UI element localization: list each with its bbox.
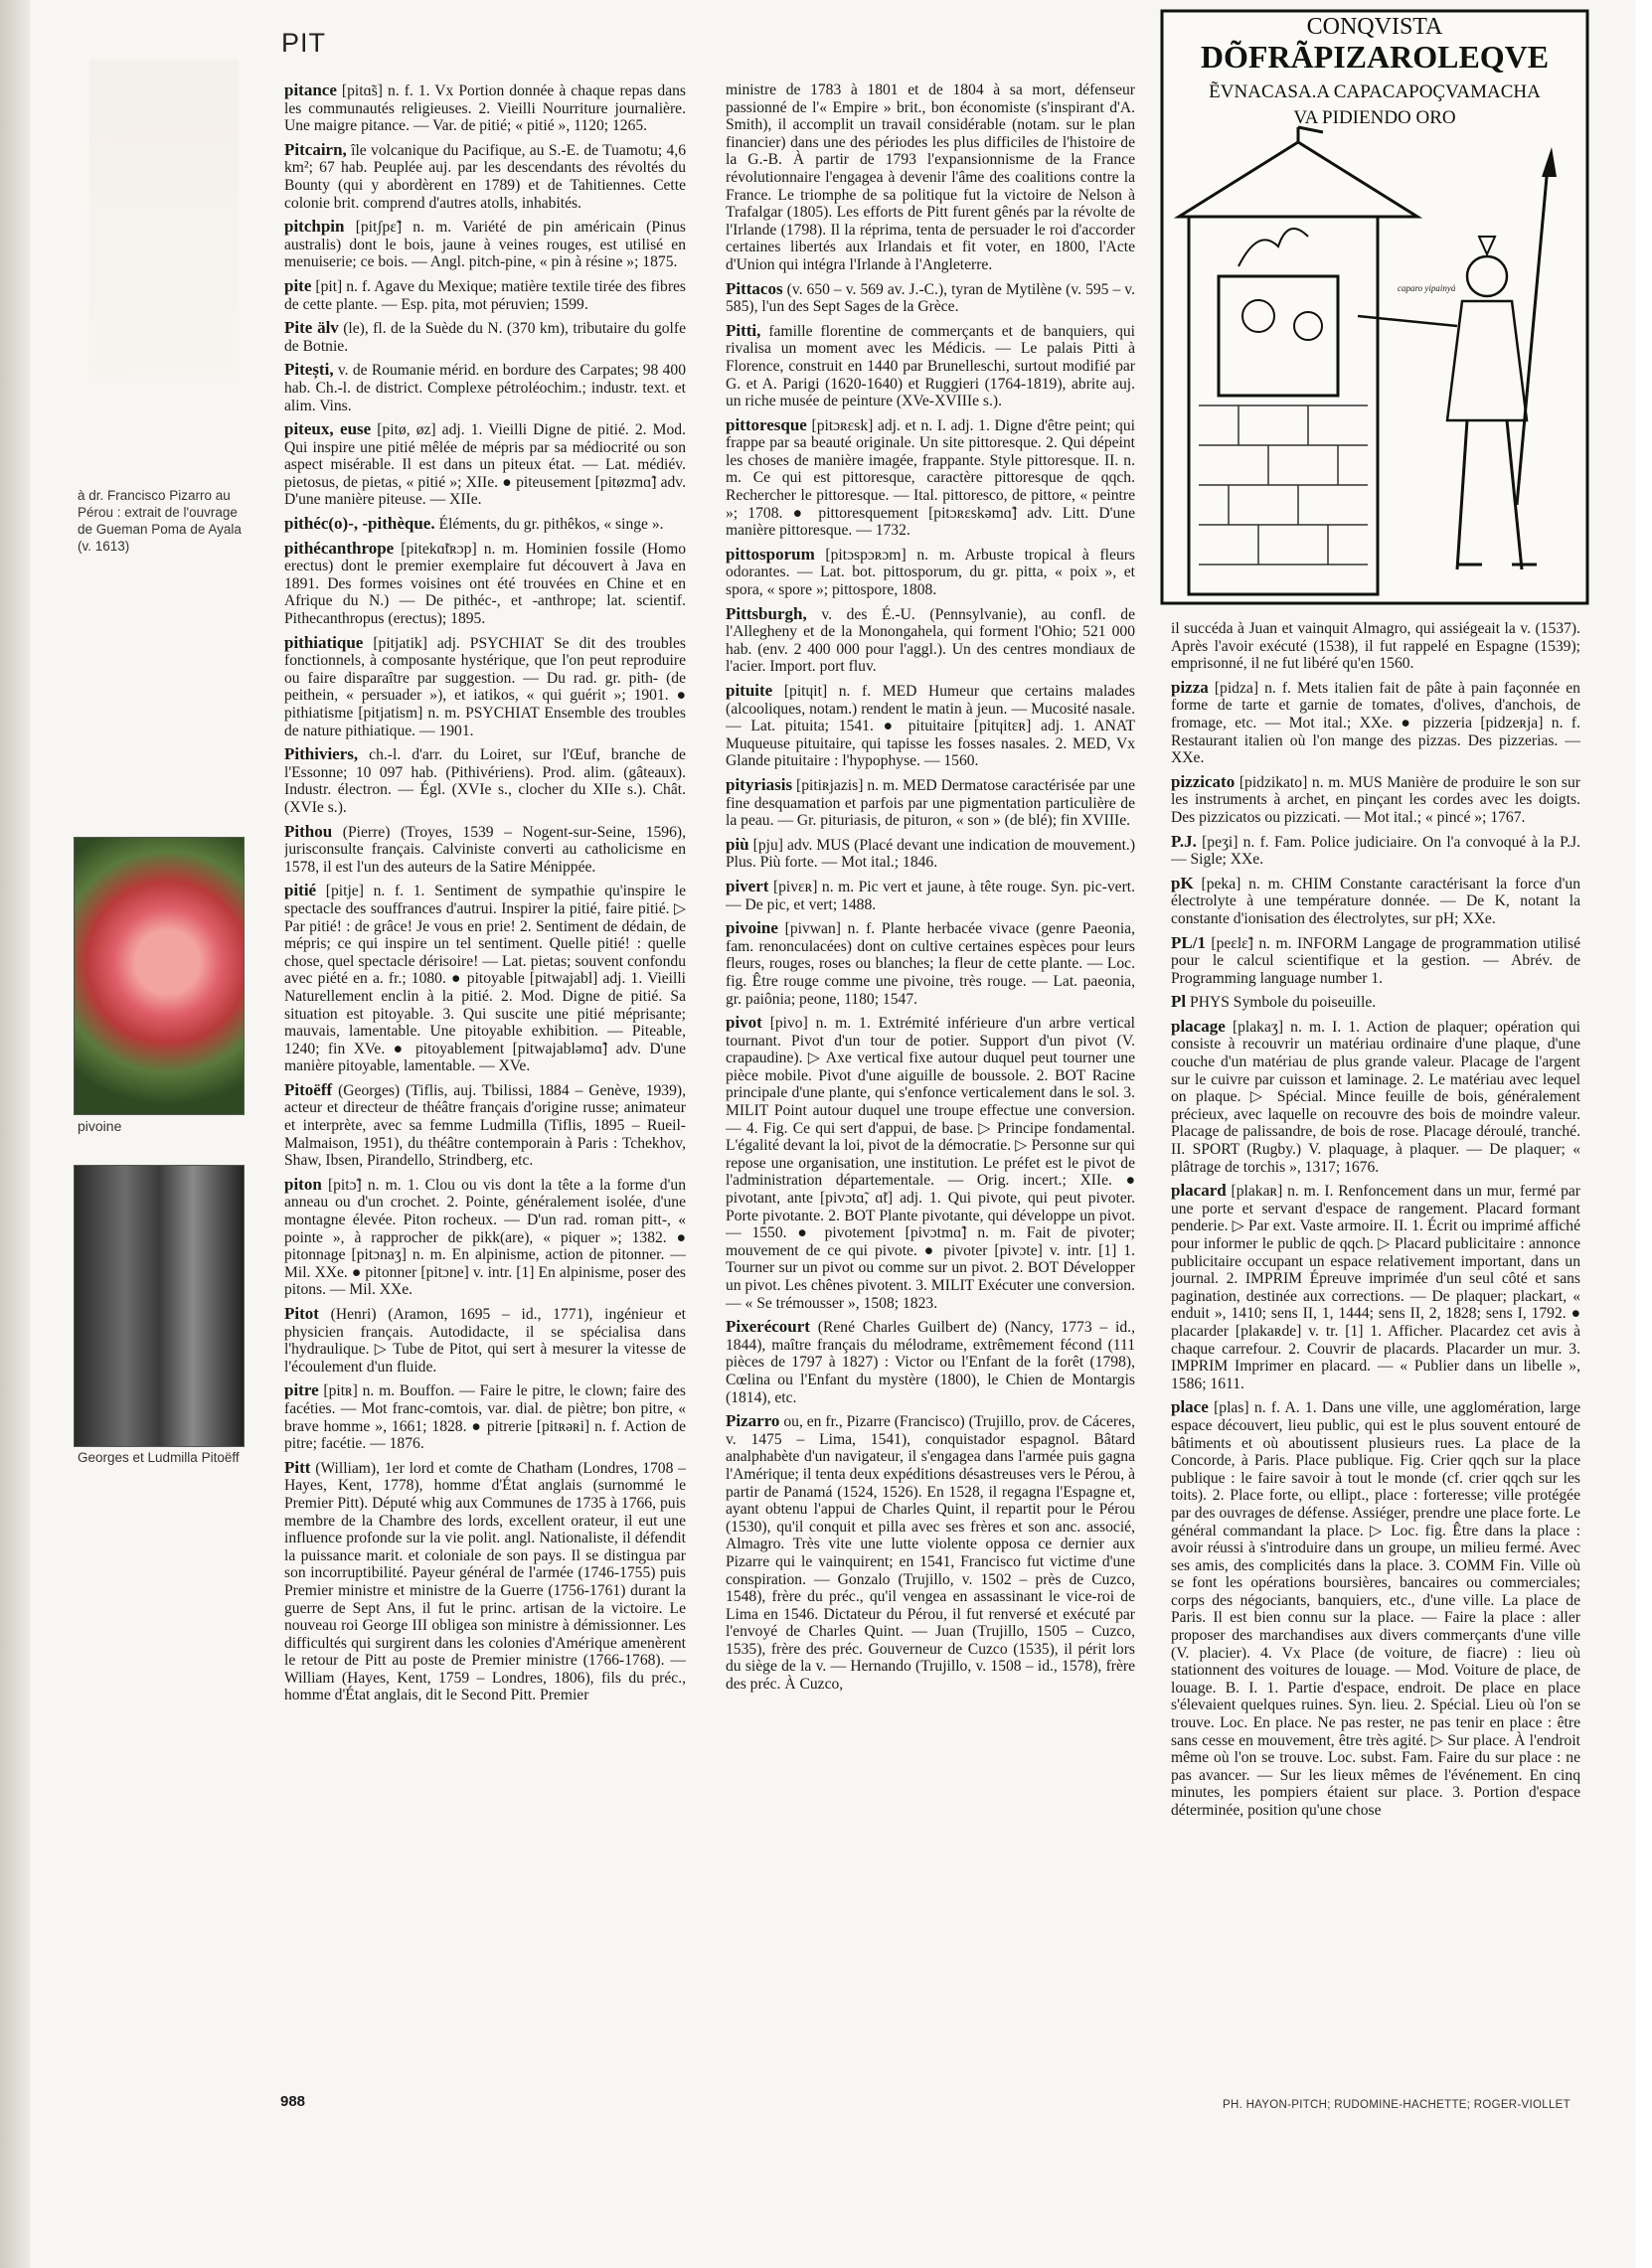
dictionary-entry [284, 540, 686, 628]
caption-pizarro: à dr. Francisco Pizarro au Pérou : extrait de l'ouvrage de Gueman Poma de Ayala (v. 1613) [78, 488, 242, 554]
woodcut-title-line2: DÕFRÃPIZAROLEQVE [1200, 39, 1550, 75]
dictionary-entry [284, 361, 686, 414]
entry-headword: piteux, euse [284, 419, 372, 439]
caption-pitoeff: Georges et Ludmilla Pitoëff [78, 1450, 240, 1465]
entry-headword: Pittsburgh, [726, 603, 807, 623]
guide-word: PIT [281, 28, 327, 58]
entry-definition: [pitɔʀɛsk] adj. et n. I. adj. 1. Digne d'être peint; qui frappe par sa beauté originale. Un site pittoresque. 2. Qui dépeint les choses de manière imagée, frappante. Style pittoresque. II. n. m. Ce qui est pittoresque, caractère pittoresque de qqch. Rechercher le pittoresque. — Ital. pittoresco, de pittore, « peintre »; 1708. ● pittoresquement [pitɔʀɛskəmɑ̃] adv. Litt. D'une manière pittoresque. — 1732. [726, 416, 1135, 540]
dictionary-entry [1171, 620, 1580, 673]
pizarro-woodcut [1159, 8, 1590, 606]
entry-definition: famille florentine de commerçants et de banquiers, qui rivalisa un moment avec les Médicis. — Le palais Pitti à Florence, construit en 1440 par Brunelleschi, surtout modifié par G. et A. Parigi (1620-1640) et Ruggieri (1764-1819), abrite auj. un riche musée de peinture (XVe-XVIIIe s.). [726, 322, 1135, 410]
column-3 [1171, 620, 1580, 2081]
entry-headword: più [726, 834, 749, 854]
entry-definition: v. des É.-U. (Pennsylvanie), au confl. de l'Allegheny et de la Monongahela, qui forment l'Ohio; 521 000 hab. (env. 2 400 000 pour l'aggl.). Un des centres mondiaux de l'acier. Import. port fluv. [726, 605, 1135, 676]
entry-definition: v. de Roumanie mérid. en bordure des Carpates; 98 400 hab. Ch.-l. de district. Complexe pétroléochim.; industr. text. et alim. Vins. [284, 362, 686, 414]
entry-definition: [pidzikato] n. m. MUS Manière de produire le son sur les instruments à archet, en pinçant les cordes avec les doigts. Des pizzicatos ou pizzicati. — Mot ital.; « pincé »; 1767. [1171, 773, 1580, 826]
entry-definition: ou, en fr., Pizarre (Francisco) (Trujillo, prov. de Cáceres, v. 1475 – Lima, 1541), conquistador espagnol. Bâtard analphabète d'un navigateur, il s'engagea dans l'armée puis gagna l'Amérique; il tenta deux expéditions désastreuses vers le Pérou, à partir de Panamá (1524, 1526). En 1528, il regagna l'Espagne et, ayant obtenu l'appui de Charles Quint, il repartit pour le Pérou (1530), qu'il conquit et pilla avec ses frères et son anc. associé, Almagro. Très vite une lutte violente opposa ce dernier aux Pizarre qui le vainquirent; en 1541, Francisco fut victime d'une conspiration. — Gonzalo (Trujillo, v. 1502 – près de Cuzco, 1548), frère du préc., qu'il vengea en assassinant le vice-roi de Lima en 1546. Dictateur du Pérou, il fut renversé et exécuté par l'envoyé de Charles Quint. — Juan (Trujillo, 1505 – Cuzco, 1535), frère des préc. Gouverneur de Cuzco (1535), il périt lors du siège de la v. — Hernando (Trujillo, v. 1508 – id., 1578), frère des préc. À Cuzco, [726, 1413, 1135, 1694]
page-number: 988 [280, 2093, 306, 2110]
dictionary-entry [1171, 875, 1580, 928]
entry-definition: [peʒi] n. f. Fam. Police judiciaire. On l'a convoqué à la P.J. — Sigle; XXe. [1171, 833, 1580, 869]
dictionary-entry [284, 882, 686, 1075]
entry-definition: [plakaʀ] n. m. I. Renfoncement dans un mur, fermé par une porte et servant d'espace de rangement. Placard formant penderie. ▷ Par ext. Vaste armoire. II. 1. Écrit ou imprimé affiché pour informer le public de qqch. ▷ Placard publicitaire : annonce publicitaire occupant un espace relativement important, dans un journal. 2. IMPRIM Épreuve imprimée d'un seul côté et sans pagination, destinée aux corrections. — De plaquer; plackart, « enduit », 1410; sens II, 1, 1444; sens II, 2, 1828; sens I, 1792. ● placarder [plakaʀde] v. tr. [1] 1. Afficher. Placardez cet avis à chaque carrefour. 2. Couvrir de placards. Placarder un mur. 3. IMPRIM Imprimer en placard. — « Publier dans un libelle », 1586; 1611. [1171, 1183, 1580, 1392]
dictionary-entry [726, 1318, 1135, 1406]
entry-definition: ministre de 1783 à 1801 et de 1804 à sa mort, défenseur passionné de l'« Empire » brit., bon économiste (s'inspirant d'A. Smith), il accomplit un travail considérable (notam. sur le plan financier) dans une des périodes les plus difficiles de l'histoire de la G.-B. À partir de 1793 l'expansionnisme de la France révolutionnaire l'engagea à devenir l'âme des coalitions contre la France. Le triomphe de sa politique fut la victoire de Nelson à Trafalgar (1805). Les efforts de Pitt furent gênés par la révolte de l'Irlande (1798). Il la réprima, tenta de persuader le roi d'accorder certaines libertés aux Irlandais et fit voter, en 1800, l'Acte d'Union qui intégra l'Irlande à l'Angleterre. [726, 81, 1135, 273]
entry-headword: PL/1 [1171, 932, 1206, 952]
entry-headword: pitre [284, 1380, 319, 1400]
dictionary-entry [726, 836, 1135, 872]
dictionary-entry [284, 420, 686, 509]
entry-headword: Pitoëff [284, 1079, 333, 1099]
entry-definition: [pitʀ] n. m. Bouffon. — Faire le pitre, le clown; faire des facéties. — Mot franc-comtois, var. dial. de piètre; bon pitre, « brave homme », 1661; 1828. ● pitrerie [pitʀəʀi] n. f. Action de pitre; facétie. — 1876. [284, 1382, 686, 1453]
page-edge-shadow [0, 0, 32, 2268]
woodcut-title-line3: ẼVNACASA.A CAPACAPOÇVAMACHA [1209, 81, 1541, 102]
entry-definition: [peka] n. m. CHIM Constante caractérisant la force d'un électrolyte à une température donnée. — De K, notant la constante d'ionisation des électrolytes, sur pH; XXe. [1171, 875, 1580, 927]
entry-definition: [pitɑ̃s] n. f. 1. Vx Portion donnée à chaque repas dans les communautés religieuses. 2. Vieilli Nourriture journalière. Une maigre pitance. — Var. de pitié; « pitié », 1120; 1265. [284, 82, 686, 135]
entry-headword: placage [1171, 1016, 1226, 1036]
entry-headword: pittoresque [726, 414, 807, 434]
dictionary-entry [1171, 773, 1580, 827]
entry-definition: [pitje] n. f. 1. Sentiment de sympathie qu'inspire le spectacle des souffrances d'autrui. Inspirer la pitié, faire pitié. ▷ Par pitié! : de grâce! Je vous en prie! 2. Sentiment de dédain, de mépris; ce qui inspire un tel sentiment. Quelle pitié! : quelle chose, quel spectacle dérisoire! — Lat. pietas; souvent confondu avec piété en a. fr.; 1080. ● pitoyable [pitwajabl] adj. 1. Vieilli Naturellement enclin à la pitié. 2. Mod. Digne de pitié. Sa situation est pitoyable. 3. Qui suscite une pitié méprisante; mauvais, lamentable. Une pitoyable exhibition. — Piteable, 1240; fin XVe. ● pitoyablement [pitwajabləmɑ̃] adv. D'une manière pitoyable, lamentable. — XVe. [284, 883, 686, 1075]
entry-headword: Pitt [284, 1457, 311, 1477]
entry-definition: [plakaʒ] n. m. I. 1. Action de plaquer; opération qui consiste à recouvrir un matériau ordinaire d'une plaque, d'une couche d'un matériau de plus grande valeur. Placage de l'argent sur le cuivre par cuisson et laminage. 2. Le matériau avec lequel on plaque. ▷ Spécial. Mince feuille de bois, généralement précieux, avec laquelle on recouvre des bois de moindre valeur. Placage de palissandre, de bois de rose. Placage déroulé, tranché. II. SPORT (Rugby.) V. plaquage, à plaquer. — De plaquer; « plâtrage de torchis », 1317; 1676. [1171, 1018, 1580, 1176]
woodcut-title-line4: VA PIDIENDO ORO [1293, 107, 1456, 128]
entry-headword: pityriasis [726, 774, 793, 794]
entry-definition: (le), fl. de la Suède du N. (370 km), tributaire du golfe de Botnie. [284, 320, 686, 355]
entry-definition: [pivwan] n. f. Plante herbacée vivace (genre Paeonia, fam. renonculacées) dont on cultive certaines espèces pour leurs fleurs, rouges, roses ou blanches; la fleur de cette plante. — Loc. fig. Être rouge comme une pivoine, très rouge. — Lat. paeonia, gr. paiônia; peone, 1180; 1547. [726, 920, 1135, 1008]
dictionary-entry [1171, 1398, 1580, 1819]
entry-headword: Pitti, [726, 320, 761, 340]
entry-headword: pite [284, 275, 312, 295]
entry-definition: (v. 650 – v. 569 av. J.-C.), tyran de Mytilène (v. 595 – v. 585), l'un des Sept Sages de la Grèce. [726, 280, 1135, 316]
dictionary-entry [1171, 934, 1580, 988]
entry-headword: pitchpin [284, 217, 345, 237]
dictionary-entry [726, 81, 1135, 274]
dictionary-entry [284, 823, 686, 877]
entry-definition: île volcanique du Pacifique, au S.-E. de Tuamotu; 4,6 km²; 67 hab. Peuplée auj. par les descendants des révoltés du Bounty (qui y abordèrent en 1789) et de Tahitiennes. Cette colonie brit. comprend d'autres atolls, inhabités. [284, 141, 686, 212]
entry-headword: pithécanthrope [284, 538, 395, 558]
caption-pivoine: pivoine [78, 1118, 122, 1134]
entry-headword: pitance [284, 81, 337, 99]
dictionary-entry [284, 1305, 686, 1376]
dictionary-entry [726, 776, 1135, 830]
entry-definition: [plas] n. f. A. 1. Dans une ville, une agglomération, large espace découvert, lieu public, qui est le plus souvent entouré de bâtiments et où aboutissent plusieurs rues. La place de la Concorde, à Paris. Place publique. Fig. Crier qqch sur la place publique : le faire savoir à tout le monde (cf. crier qqch sur les toits). 2. Place forte, ou ellipt., place : forteresse; ville protégée par des ouvrages de défense. Assiéger, prendre une place forte. Le général commandant la place. ▷ Loc. fig. Être dans la place : avoir réussi à s'introduire dans un groupe, un milieu fermé. Avec ses amis, des complicités dans la place. 3. COMM Fin. Ville où se font les opérations boursières, bancaires ou commerciales; corps des négociants, banquiers, etc., d'une ville. La place de Paris. Il est bien connu sur la place. — Faire la place : aller proposer des marchandises aux divers commerçants d'une ville (V. placier). 4. Vx Place (de voiture, de fiacre) : lieu où stationnent des voitures de louage. — Mod. Voiture de place, de louage. B. I. 1. Partie d'espace, endroit. De place en place s'élevaient quelques ruines. Syn. lieu. 2. Spécial. Lieu où l'on se trouve. Loc. En place. Ne pas rester, ne pas tenir en place : être sans cesse en mouvement, être très agité. ▷ Sur place. À l'endroit même où l'on se trouve. Loc. subst. Fam. Faire du sur place : ne pas avancer. — Sur les lieux mêmes de l'événement. En cinq minutes, les pompiers étaient sur place. 3. Portion d'espace déterminée, position qu'une chose [1171, 1399, 1580, 1819]
entry-headword: Pitești, [284, 360, 334, 380]
entry-definition: [pitiʀjazis] n. m. MED Dermatose caractérisée par une fine desquamation et parfois par une pigmentation particulière de la peau. — Gr. pituriasis, de pituron, « son » (de blé); fin XVIIIe. [726, 776, 1135, 830]
entry-headword: Pithiviers, [284, 744, 359, 764]
dictionary-entry [284, 319, 686, 355]
entry-headword: pithiatique [284, 632, 364, 652]
dictionary-entry [1171, 1018, 1580, 1176]
entry-definition: [pit] n. f. Agave du Mexique; matière textile tirée des fibres de cette plante. — Esp. pita, mot péruvien; 1599. [284, 277, 686, 313]
entry-headword: piton [284, 1174, 322, 1194]
entry-headword: Pithou [284, 821, 333, 841]
dictionary-entry [726, 416, 1135, 540]
dictionary-entry [726, 1412, 1135, 1694]
entry-definition: [pivɛʀ] n. m. Pic vert et jaune, à tête rouge. Syn. pic-vert. — De pic, et vert; 1488. [726, 878, 1135, 913]
entry-headword: pivert [726, 876, 769, 895]
dictionary-entry [726, 546, 1135, 599]
entry-definition: [pitɔspɔʀɔm] n. m. Arbuste tropical à fleurs odorantes. — Lat. bot. pittosporum, du gr. pitta, « poix », et spora, « spore »; pittospore, 1808. [726, 546, 1135, 599]
entry-definition: PHYS Symbole du poiseuille. [1190, 994, 1377, 1012]
dictionary-entry [284, 1381, 686, 1452]
entry-definition: [pitɥit] n. f. MED Humeur que certains malades (alcooliques, notam.) rendent le matin à jeun. — Mucosité nasale. — Lat. pituita; 1541. ● pituitaire [pitɥitɛʀ] adj. 1. ANAT Muqueuse pituitaire, qui tapisse les fosses nasales. 2. MED, Vx Glande pituitaire : l'hypophyse. — 1560. [726, 683, 1135, 770]
dictionary-entry [726, 1014, 1135, 1312]
dictionary-entry [284, 745, 686, 816]
dictionary-entry [726, 682, 1135, 770]
entry-headword: pivoine [726, 918, 778, 938]
entry-headword: pithéc(o)-, -pithèque. [284, 514, 435, 534]
woodcut-title-line1: CONQVISTA [1306, 14, 1443, 40]
entry-definition: (Pierre) (Troyes, 1539 – Nogent-sur-Seine, 1596), jurisconsulte français. Calviniste converti au catholicisme en 1578, il est l'un des auteurs de la Satire Ménippée. [284, 823, 686, 876]
entry-definition: [peɛlɛ̃] n. m. INFORM Langage de programmation utilisé pour le calcul scientifique et la gestion. — Abrév. de Programming language number 1. [1171, 934, 1580, 987]
entry-headword: Pl [1171, 992, 1187, 1012]
dictionary-entry [284, 515, 686, 534]
dictionary-entry [1171, 993, 1580, 1012]
dictionary-entry [1171, 679, 1580, 767]
entry-headword: pK [1171, 873, 1194, 892]
entry-headword: pivot [726, 1013, 762, 1033]
dictionary-entry [284, 1459, 686, 1704]
dictionary-entry [726, 322, 1135, 410]
dictionary-entry [284, 1081, 686, 1170]
entry-headword: pizzicato [1171, 771, 1236, 791]
entry-headword: placard [1171, 1181, 1227, 1201]
entry-headword: pituite [726, 681, 773, 700]
entry-definition: [pitekɑ̃tʀɔp] n. m. Hominien fossile (Homo erectus) dont le premier exemplaire fut découvert à Java en 1891. Des formes voisines ont été trouvées en Chine et en Afrique du N.) — De pithéc-, et -anthrope; lat. scientif. Pithecanthropus (erectus); 1895. [284, 540, 686, 628]
entry-definition: [pitjatik] adj. PSYCHIAT Se dit des troubles fonctionnels, à composante hystérique, que l'on peut reproduire ou faire disparaître par suggestion. — Du rad. gr. pith- (de peithein, « persuader »), et iatikos, « qui guérit »; 1901. ● pithiatisme [pitjatism] n. m. PSYCHIAT Ensemble des troubles de nature pithiatique. — 1901. [284, 634, 686, 739]
entry-headword: P.J. [1171, 831, 1197, 851]
entry-definition: [pidza] n. f. Mets italien fait de pâte à pain façonnée en forme de tarte et garnie de tomates, d'olives, d'anchois, de fromage, etc. — Mot ital.; XXe. ● pizzeria [pidzeʀja] n. f. Restaurant italien où l'on mange des pizzas. Des pizzerias. — XXe. [1171, 679, 1580, 767]
entry-definition: [pitɔ̃] n. m. 1. Clou ou vis dont la tête a la forme d'un anneau ou d'un crochet. 2. Pointe, généralement isolée, d'une montagne élevée. Piton rocheux. — D'un rad. roman pitt-, « pointe », à rapprocher de pikk(are), « piquer »; 1382. ● pitonnage [pitɔnaʒ] n. m. En alpinisme, action de pitonner. — Mil. XXe. ● pitonner [pitɔne] v. intr. [1] En alpinisme, poser des pitons. — Mil. XXe. [284, 1176, 686, 1299]
column-1 [284, 81, 686, 2099]
entry-headword: pittosporum [726, 544, 815, 564]
dictionary-entry [1171, 1182, 1580, 1392]
entry-definition: Éléments, du gr. pithêkos, « singe ». [438, 516, 664, 534]
entry-headword: place [1171, 1397, 1209, 1417]
entry-headword: Pite älv [284, 318, 339, 338]
entry-headword: pitié [284, 881, 317, 900]
entry-headword: Pittacos [726, 278, 783, 298]
entry-headword: Pixerécourt [726, 1317, 810, 1337]
entry-definition: [pju] adv. MUS (Placé devant une indication de mouvement.) Plus. Più forte. — Mot ital.; 1846. [726, 836, 1135, 872]
entry-definition: [pitʃpɛ̃] n. m. Variété de pin américain (Pinus australis) dont le bois, jaune à veines rouges, est utilisé en menuiserie; ce bois. — Angl. pitch-pine, « pin à résine »; 1875. [284, 219, 686, 271]
bleed-through-ghost [89, 60, 239, 378]
entry-definition: (Georges) (Tiflis, auj. Tbilissi, 1884 – Genève, 1939), acteur et directeur de théâtre français d'origine russe; animateur et interprète, avec sa femme Ludmilla (Tiflis, 1895 – Rueil-Malmaison, 1951), du théâtre contemporain à Paris : Tchekhov, Shaw, Ibsen, Pirandello, Strindberg, etc. [284, 1081, 686, 1170]
entry-headword: Pitcairn, [284, 139, 347, 159]
entry-headword: Pitot [284, 1304, 319, 1323]
entry-definition: ch.-l. d'arr. du Loiret, sur l'Œuf, branche de l'Essonne; 10 097 hab. (Pithivériens). Prod. alim. (gâteaux). Industr. électron. — Égl. (XVIe s., clocher du XIIe s.). Chât. (XVIe s.). [284, 746, 686, 816]
entry-definition: [pivo] n. m. 1. Extrémité inférieure d'un arbre vertical tournant. Pivot d'un tour de potier. Support d'un pivot (V. crapaudine). ▷ Axe vertical fixe autour duquel peut tourner une pièce mobile. Pivot d'une aiguille de boussole. 2. BOT Racine principale d'une plante, qui s'enfonce verticalement dans le sol. 3. MILIT Point autour duquel une troupe effectue une conversion. — 4. Fig. Ce qui sert d'appui, de base. ▷ Principe fondamental. L'égalité devant la loi, pivot de la démocratie. ▷ Personne sur qui repose une organisation, une institution. Le préfet est le pivot de l'administration départementale. — Orig. incert.; XIIe. ● pivotant, ante [pivɔtɑ̃, ɑ̃t] adj. 1. Qui pivote, qui peut pivoter. Porte pivotante. 2. BOT Plante pivotante, qui développe un pivot. — 1550. ● pivotement [pivɔtmɑ̃] n. m. Fait de pivoter; mouvement de ce qui pivote. ● pivoter [pivɔte] v. intr. [1] 1. Tourner sur un pivot ou comme sur un pivot. 2. BOT Développer un pivot. Les chênes pivotent. 3. MILIT Exécuter une conversion. — « Se trémousser », 1508; 1823. [726, 1015, 1135, 1312]
dictionary-entry [284, 81, 686, 135]
dictionary-entry [726, 605, 1135, 676]
entry-headword: Pizarro [726, 1411, 780, 1431]
dictionary-entry [284, 1176, 686, 1299]
column-2 [726, 81, 1135, 2099]
dictionary-entry [726, 919, 1135, 1008]
pivoine-photo [74, 837, 245, 1115]
dictionary-entry [284, 277, 686, 313]
entry-definition: [pitø, øz] adj. 1. Vieilli Digne de pitié. 2. Mod. Qui inspire une pitié mêlée de mépris par sa médiocrité ou son aspect misérable. Il est dans un piteux état. — Lat. médiév. pietosus, de pietas, « pitié »; XIIe. ● piteusement [pitøzmɑ̃] adv. D'une manière piteuse. — XIIe. [284, 421, 686, 509]
dictionary-entry [284, 218, 686, 271]
entry-definition: (René Charles Guilbert de) (Nancy, 1773 – id., 1844), maître français du mélodrame, extrêmement fécond (111 pièces de 1797 à 1827) : Victor ou l'Enfant de la forêt (1798), Cœlina ou l'Enfant du mystère (1800), le Chien de Montargis (1814), etc. [726, 1319, 1135, 1406]
woodcut-caption-small: caparo yipainyá [1398, 283, 1456, 293]
dictionary-entry [726, 878, 1135, 913]
dictionary-entry [284, 141, 686, 212]
entry-definition: il succéda à Juan et vainquit Almagro, qui assiégeait la v. (1537). Après l'avoir exécuté (1538), il fut rappelé en Espagne (1539); emprisonné, il ne fut libéré qu'en 1560. [1171, 620, 1580, 673]
dictionary-entry [1171, 833, 1580, 869]
entry-headword: pizza [1171, 677, 1209, 697]
photo-credit: PH. HAYON-PITCH; RUDOMINE-HACHETTE; ROGER-VIOLLET [1223, 2099, 1570, 2111]
entry-definition: (William), 1er lord et comte de Chatham (Londres, 1708 – Hayes, Kent, 1778), homme d'État anglais (surnommé le Premier Pitt). Député whig aux Communes de 1735 à 1766, puis membre de la Chambre des lords, excellent orateur, il eut une influence profonde sur la vie polit. angl. Nationaliste, il défendit la puissance marit. et coloniale de son pays. Il se distingua par son incorruptibilité. Payeur général de l'armée (1746-1755) puis Premier ministre et ministre de la Guerre (1756-1761) durant la guerre de Sept Ans, il fut le princ. artisan de la victoire. Le nouveau roi George III obligea son ministre à démissionner. Les difficultés qui surgirent dans les colonies d'Amérique amenèrent le retour de Pitt au poste de Premier ministre (1766-1768). — William (Hayes, Kent, 1759 – Londres, 1806), fils du préc., homme d'État anglais, dit le Second Pitt. Premier [284, 1459, 686, 1704]
entry-definition: (Henri) (Aramon, 1695 – id., 1771), ingénieur et physicien français. Autodidacte, il se spécialisa dans l'hydraulique. ▷ Tube de Pitot, qui sert à mesurer la vitesse de l'écoulement d'un fluide. [284, 1306, 686, 1376]
pitoeff-photo [74, 1165, 245, 1447]
dictionary-entry [284, 634, 686, 740]
dictionary-entry [726, 280, 1135, 316]
